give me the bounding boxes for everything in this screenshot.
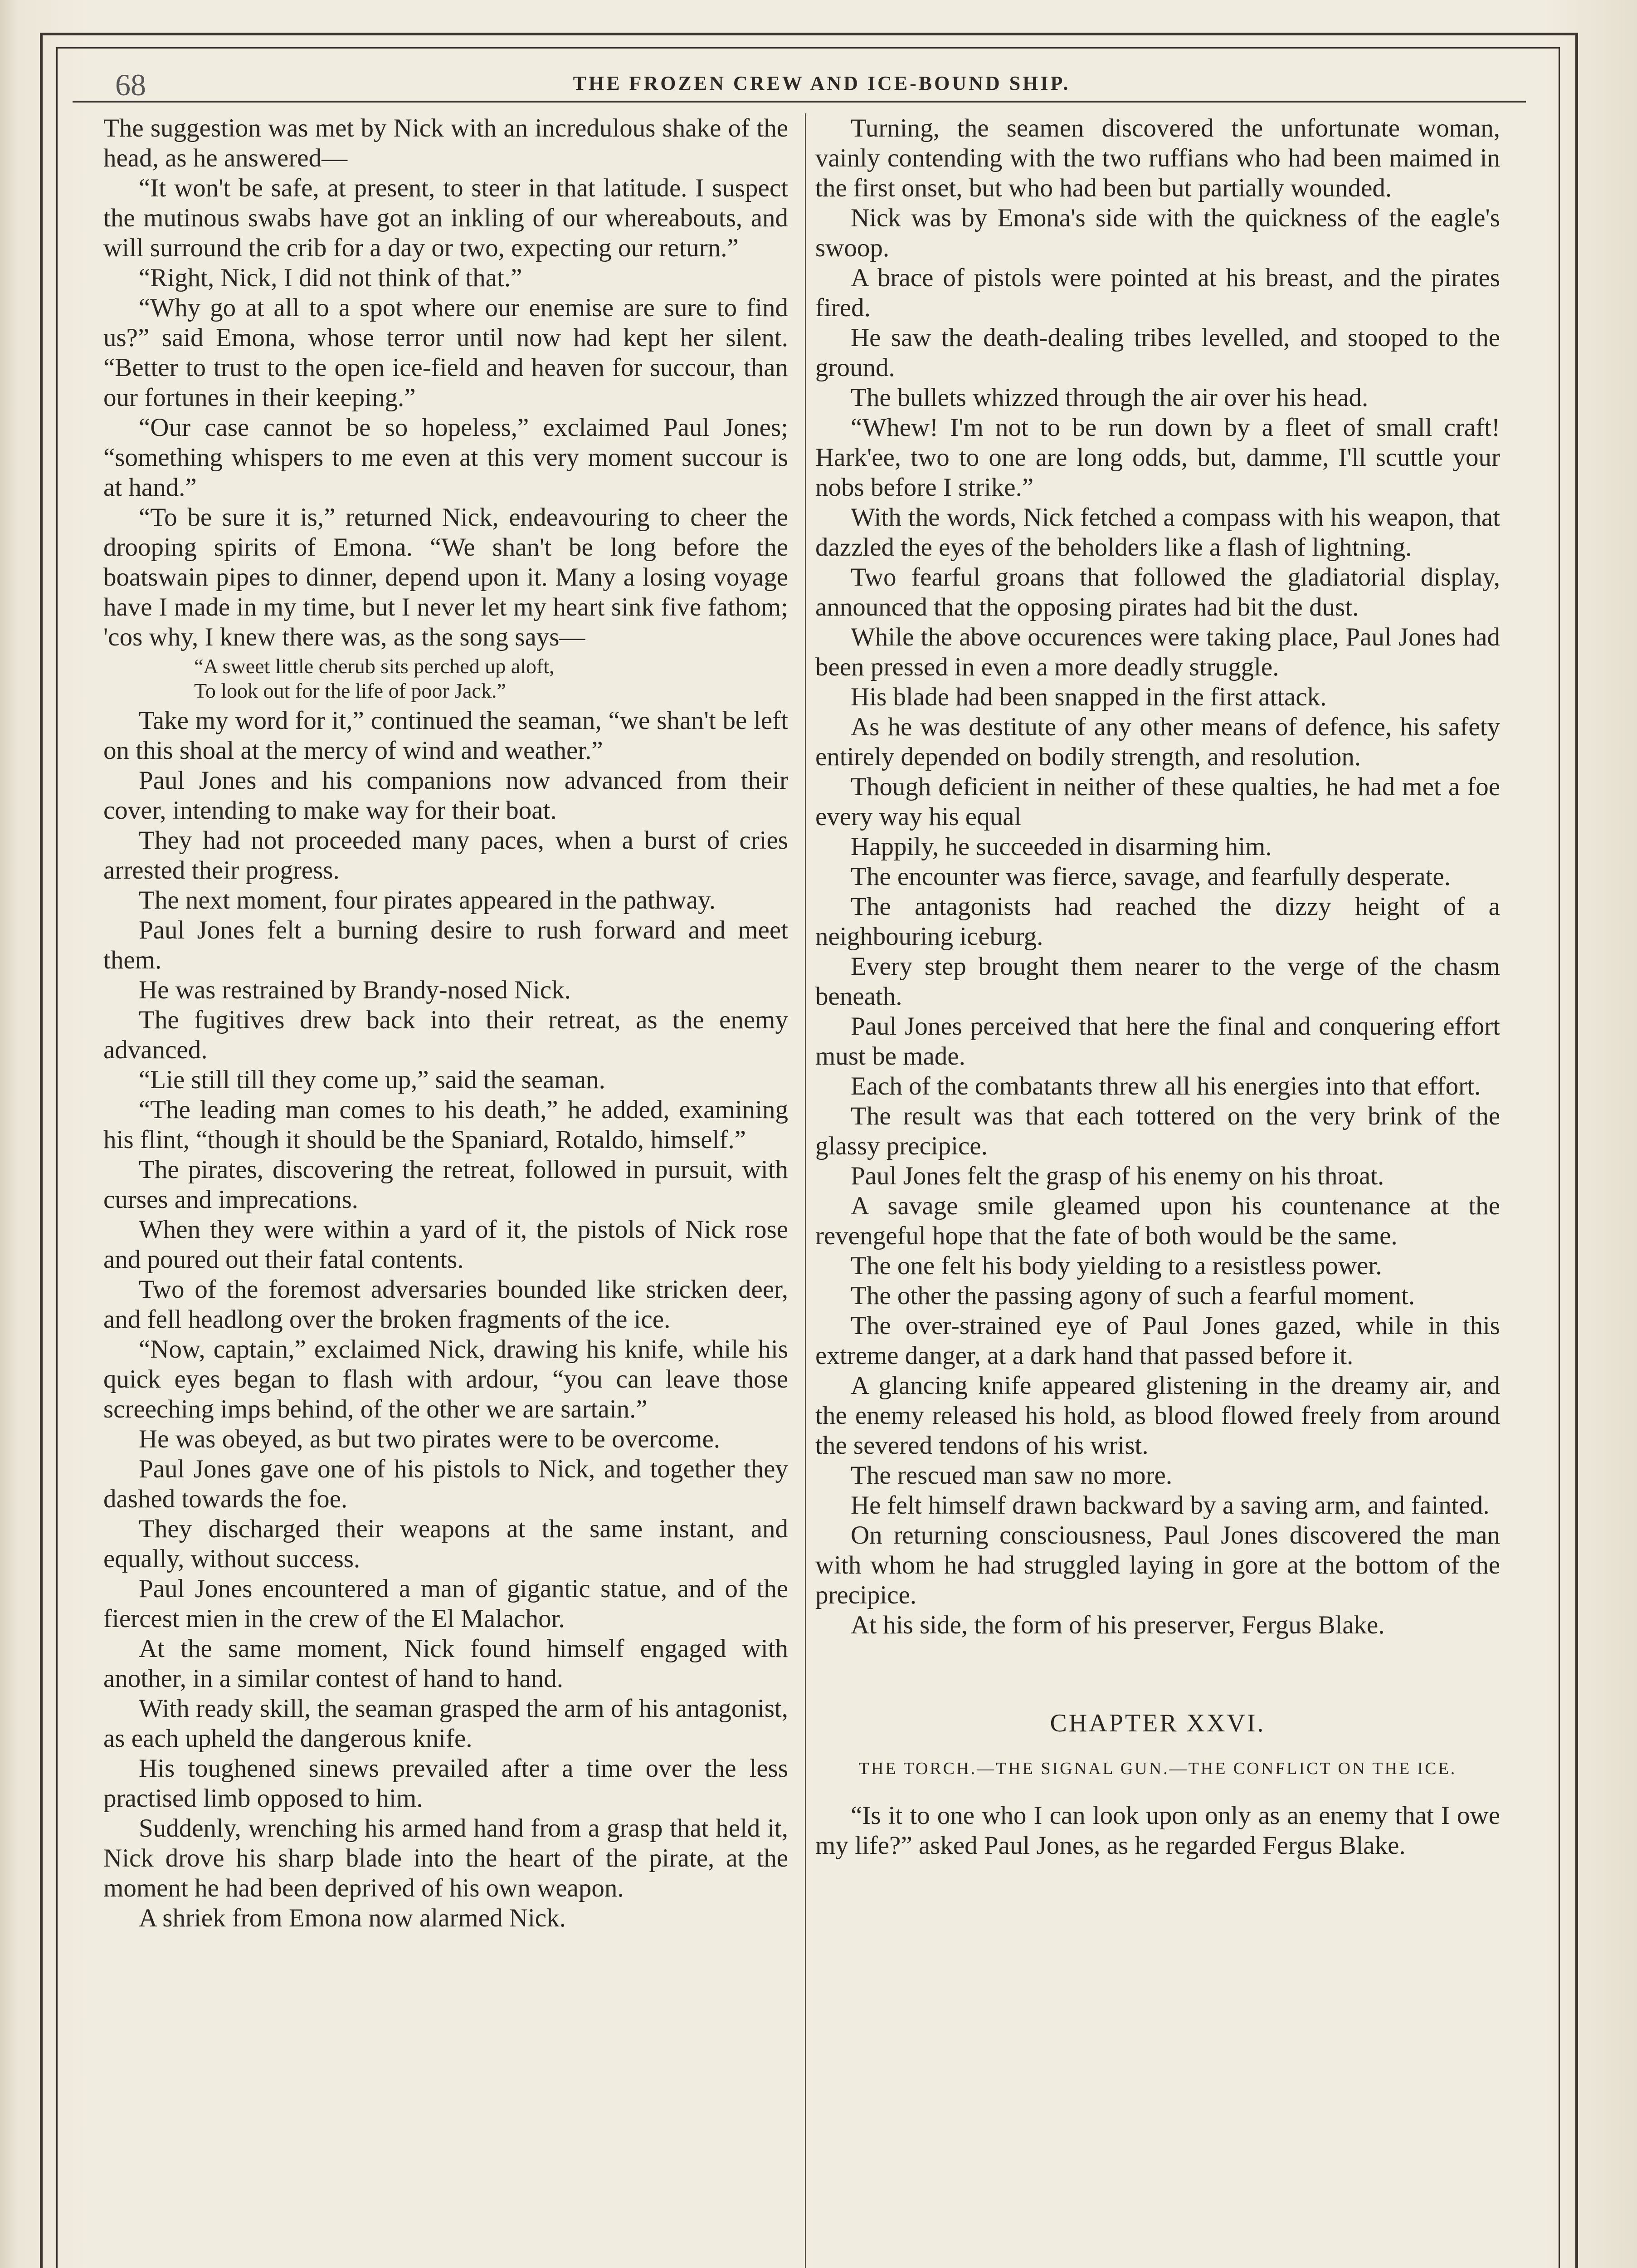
verse-line: “A sweet little cherub sits perched up aloft,: [194, 655, 555, 678]
paragraph: He felt himself drawn backward by a saving arm, and fainted.: [851, 1491, 1490, 1520]
paragraph: On returning consciousness, Paul Jones discovered the man with whom he had struggled laying in gore at the bottom of the precipice.: [815, 1521, 1500, 1609]
paragraph: He was restrained by Brandy-nosed Nick.: [139, 976, 571, 1004]
chapter-heading: CHAPTER XXVI.: [1050, 1709, 1266, 1737]
paragraph: The result was that each tottered on the very brink of the glassy precipice.: [815, 1102, 1500, 1160]
paragraph: His toughened sinews prevailed after a time over the less practised limb opposed to him.: [103, 1754, 788, 1813]
paragraph: The over-strained eye of Paul Jones gazed, while in this extreme danger, at a dark hand that passed before it.: [815, 1311, 1500, 1370]
paragraph: Paul Jones gave one of his pistols to Nick, and together they dashed towards the foe.: [103, 1455, 788, 1513]
column-divider: [805, 113, 806, 2268]
paragraph: Though deficient in neither of these qualties, he had met a foe every way his equal: [815, 772, 1500, 831]
paragraph: Two of the foremost adversaries bounded like stricken deer, and fell headlong over the broken fragments of the ice.: [103, 1275, 788, 1334]
running-title: THE FROZEN CREW AND ICE-BOUND SHIP.: [573, 72, 1071, 94]
paragraph: His blade had been snapped in the first attack.: [851, 683, 1327, 711]
paragraph: “The leading man comes to his death,” he added, examining his flint, “though it should be the Spaniard, Rotaldo, himself.”: [103, 1095, 788, 1154]
paragraph: They had not proceeded many paces, when a burst of cries arrested their progress.: [103, 826, 788, 885]
paragraph: The next moment, four pirates appeared in the pathway.: [139, 886, 716, 914]
paragraph: “Is it to one who I can look upon only as an enemy that I owe my life?” asked Paul Jones, as he regarded Fergus Blake.: [815, 1801, 1500, 1860]
paragraph: He saw the death-dealing tribes levelled, and stooped to the ground.: [815, 323, 1500, 382]
paragraph: “To be sure it is,” returned Nick, endeavouring to cheer the drooping spirits of Emona. “We shan't be long before the boatswain pipes to dinner, depend upon it. Many a losing voyage have I made in my time, but I never let my heart sink five fathom; 'cos why, I knew there was, as the song says—: [103, 503, 788, 651]
page-number: 68: [115, 68, 146, 102]
paragraph: “Right, Nick, I did not think of that.”: [139, 264, 522, 292]
paragraph: Paul Jones and his companions now advanced from their cover, intending to make way for their boat.: [103, 766, 788, 825]
paragraph: With ready skill, the seaman grasped the arm of his antagonist, as each upheld the dangerous knife.: [103, 1694, 788, 1753]
paragraph: He was obeyed, as but two pirates were to be overcome.: [139, 1425, 721, 1453]
paragraph: The pirates, discovering the retreat, followed in pursuit, with curses and imprecations.: [103, 1155, 788, 1214]
paragraph: Nick was by Emona's side with the quickness of the eagle's swoop.: [815, 204, 1500, 262]
paragraph: At his side, the form of his preserver, Fergus Blake.: [851, 1611, 1385, 1639]
paragraph: Paul Jones felt the grasp of his enemy on his throat.: [851, 1162, 1384, 1190]
paragraph: Happily, he succeeded in disarming him.: [851, 832, 1272, 861]
paragraph: A shriek from Emona now alarmed Nick.: [139, 1904, 566, 1932]
paragraph: At the same moment, Nick found himself engaged with another, in a similar contest of hand to hand.: [103, 1634, 788, 1693]
page-header: [105, 63, 1538, 117]
paragraph: With the words, Nick fetched a compass with his weapon, that dazzled the eyes of the beholders like a flash of lightning.: [815, 503, 1500, 562]
paragraph: Paul Jones perceived that here the final and conquering effort must be made.: [815, 1012, 1500, 1070]
paragraph: “Our case cannot be so hopeless,” exclaimed Paul Jones; “something whispers to me even at this very moment succour is at hand.”: [103, 413, 788, 502]
paragraph: The antagonists had reached the dizzy height of a neighbouring iceburg.: [815, 892, 1500, 951]
paragraph: Suddenly, wrenching his armed hand from a grasp that held it, Nick drove his sharp blade into the heart of the pirate, at the moment he had been deprived of his own weapon.: [103, 1814, 788, 1902]
header-rule: [73, 101, 1526, 103]
paragraph: Turning, the seamen discovered the unfortunate woman, vainly contending with the two ruffians who had been maimed in the first onset, but who had been but partially wounded.: [815, 114, 1500, 202]
paragraph: A savage smile gleamed upon his countenance at the revengeful hope that the fate of both would be the same.: [815, 1192, 1500, 1250]
paragraph: “Lie still till they come up,” said the seaman.: [139, 1066, 605, 1094]
paragraph: The suggestion was met by Nick with an incredulous shake of the head, as he answered—: [103, 114, 788, 172]
paragraph: Every step brought them nearer to the verge of the chasm beneath.: [815, 952, 1500, 1011]
right-column: [815, 113, 1500, 2268]
paragraph: The other the passing agony of such a fearful moment.: [851, 1281, 1415, 1310]
paragraph: When they were within a yard of it, the pistols of Nick rose and poured out their fatal contents.: [103, 1215, 788, 1274]
chapter-synopsis: THE TORCH.—THE SIGNAL GUN.—THE CONFLICT ON THE ICE.: [858, 1759, 1457, 1778]
paragraph: The rescued man saw no more.: [851, 1461, 1173, 1490]
paragraph: A brace of pistols were pointed at his breast, and the pirates fired.: [815, 264, 1500, 322]
paragraph: “Whew! I'm not to be run down by a fleet of small craft! Hark'ee, two to one are long odds, but, damme, I'll scuttle your nobs before I strike.”: [815, 413, 1500, 502]
verse-line: To look out for the life of poor Jack.”: [194, 679, 506, 702]
paragraph: They discharged their weapons at the same instant, and equally, without success.: [103, 1515, 788, 1573]
paragraph: “Why go at all to a spot where our enemise are sure to find us?” said Emona, whose terror until now had kept her silent. “Better to trust to the open ice-field and heaven for succour, than our fortunes in their keeping.”: [103, 293, 788, 412]
paragraph: The bullets whizzed through the air over his head.: [851, 383, 1369, 412]
paragraph: Take my word for it,” continued the seaman, “we shan't be left on this shoal at the mercy of wind and weather.”: [103, 706, 788, 765]
paragraph: While the above occurences were taking place, Paul Jones had been pressed in even a more deadly struggle.: [815, 623, 1500, 681]
paragraph: Paul Jones encountered a man of gigantic statue, and of the fiercest mien in the crew of the El Malachor.: [103, 1574, 788, 1633]
paragraph: As he was destitute of any other means of defence, his safety entirely depended on bodily strength, and resolution.: [815, 713, 1500, 771]
paragraph: The one felt his body yielding to a resistless power.: [851, 1251, 1382, 1280]
paragraph: A glancing knife appeared glistening in the dreamy air, and the enemy released his hold, as blood flowed freely from around the severed tendons of his wrist.: [815, 1371, 1500, 1460]
paragraph: Two fearful groans that followed the gladiatorial display, announced that the opposing pirates had bit the dust.: [815, 563, 1500, 621]
paragraph: Each of the combatants threw all his energies into that effort.: [851, 1072, 1481, 1100]
paragraph: Paul Jones felt a burning desire to rush forward and meet them.: [103, 916, 788, 974]
paragraph: The encounter was fierce, savage, and fearfully desperate.: [851, 862, 1451, 891]
paragraph: The fugitives drew back into their retreat, as the enemy advanced.: [103, 1006, 788, 1064]
paragraph: “It won't be safe, at present, to steer in that latitude. I suspect the mutinous swabs have got an inkling of our whereabouts, and will surround the crib for a day or two, expecting our return.”: [103, 174, 788, 262]
left-column: [103, 113, 788, 2268]
paragraph: “Now, captain,” exclaimed Nick, drawing his knife, while his quick eyes began to flash with ardour, “you can leave those screeching imps behind, of the other we are sartain.”: [103, 1335, 788, 1423]
song-verse: [103, 654, 788, 703]
